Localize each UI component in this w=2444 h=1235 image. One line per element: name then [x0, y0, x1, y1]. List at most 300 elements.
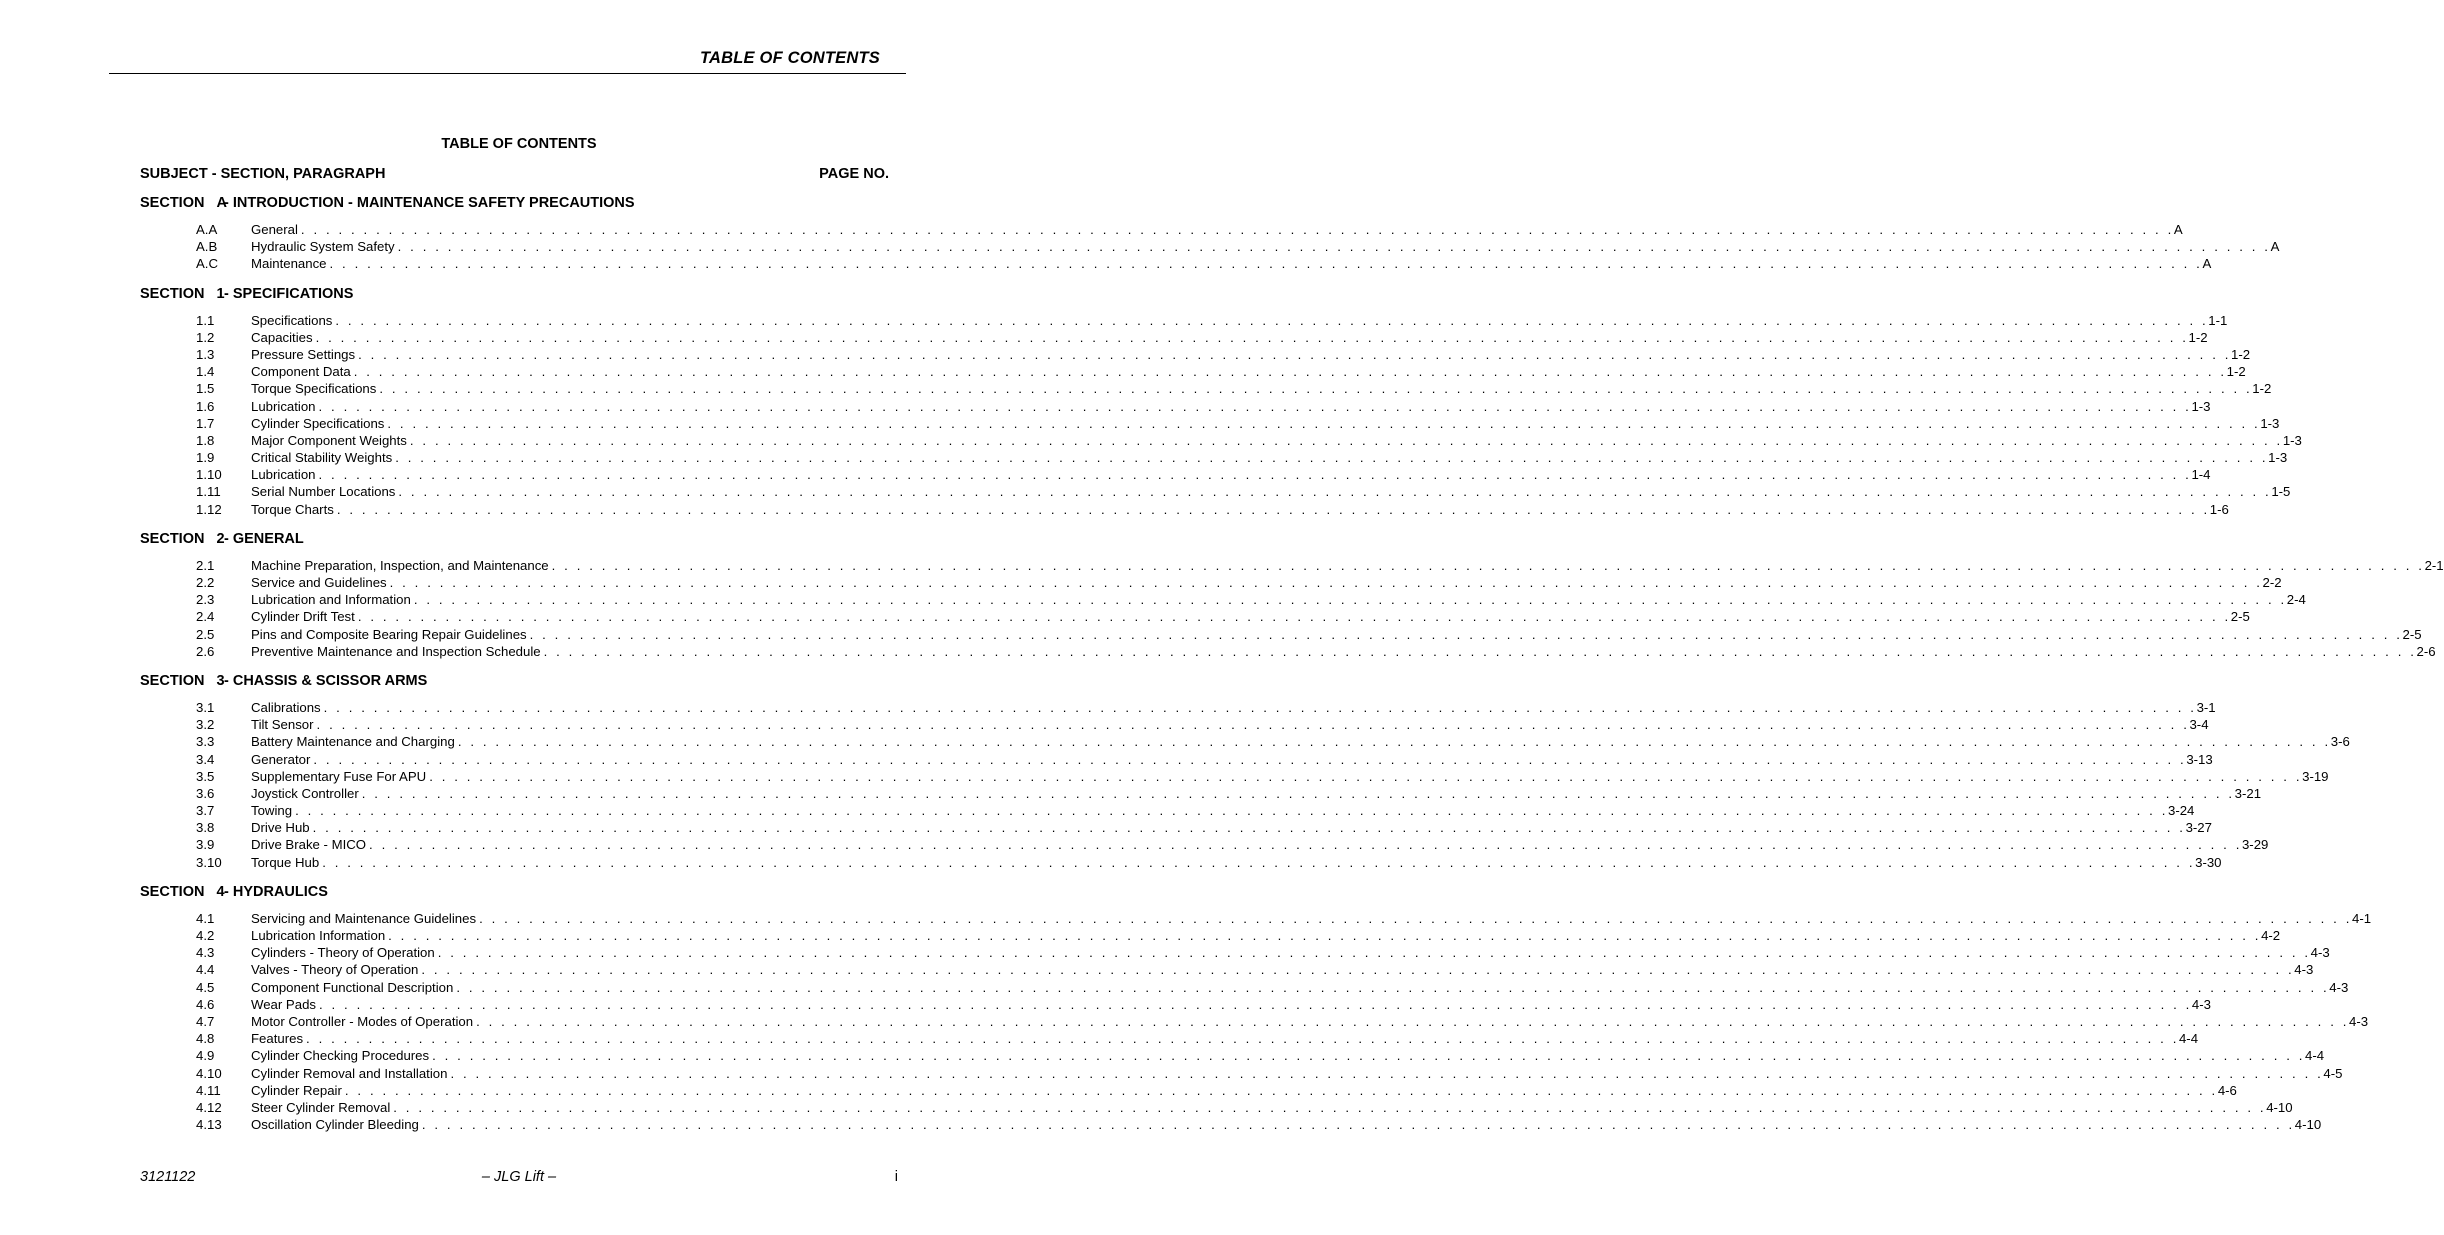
entry-title: Lubrication: [251, 398, 316, 414]
entry-page-number: 4-1: [2351, 910, 2372, 926]
toc-entry[interactable]: [140, 768, 2329, 785]
entry-page-number: 1-1: [2208, 312, 2228, 328]
entry-title: Cylinders - Theory of Operation: [251, 945, 435, 961]
toc-entry[interactable]: [140, 432, 2302, 449]
dot-leader: . . . . . . . . . . . . . . . . . . . . . . . . . . . . . . . . . . . . . . . . . . . . . . . . . . . . . . . . . . . . . . . . . . . . . . . . . . . . . . . . . . . . . . . . . . . . . . . . . . . . . . . . . . . . . . . . . . . . . . . . . . . . . . . . . . . . . . . . . . . . . . . . . . . . . .: [432, 1048, 2306, 1064]
entry-title: Tilt Sensor: [251, 717, 314, 733]
toc-entry[interactable]: [140, 398, 2211, 415]
toc-entry[interactable]: [140, 944, 2330, 961]
section-heading[interactable]: [140, 195, 870, 212]
entry-page-number: 3-27: [2185, 820, 2212, 836]
entry-line: [251, 836, 2269, 853]
entry-page-number: 1-2: [2188, 329, 2208, 345]
entry-number: 1.2: [196, 329, 215, 345]
entry-number: 4.11: [196, 1082, 221, 1098]
entry-number: 3.6: [196, 785, 215, 801]
toc-entry[interactable]: [140, 1099, 2293, 1116]
entry-line: [251, 1030, 2199, 1047]
entry-title: Lubrication Information: [251, 928, 386, 943]
dot-leader: . . . . . . . . . . . . . . . . . . . . . . . . . . . . . . . . . . . . . . . . . . . . . . . . . . . . . . . . . . . . . . . . . . . . . . . . . . . . . . . . . . . . . . . . . . . . . . . . . . . . . . . . . . . . . . . . . . . . . . . . . . . . . . . . . . . . . . . . . . . . . . . . . . . . . .: [457, 734, 2331, 750]
entry-line: [251, 398, 2211, 415]
entry-number: 1.6: [196, 398, 215, 414]
entry-number: A.C: [196, 256, 218, 272]
toc-entry[interactable]: [140, 961, 2314, 978]
dot-leader: . . . . . . . . . . . . . . . . . . . . . . . . . . . . . . . . . . . . . . . . . . . . . . . . . . . . . . . . . . . . . . . . . . . . . . . . . . . . . . . . . . . . . . . . . . . . . . . . . . . . . . . . . . . . . . . . . . . . . . . . . . . . . . . . . . . . . . . . . . . . . . . . . . . . . .: [395, 450, 2269, 466]
entry-line: [251, 466, 2211, 483]
entry-title: Valves - Theory of Operation: [251, 962, 419, 978]
entry-line: [251, 1116, 2322, 1133]
toc-entry[interactable]: [140, 927, 2281, 944]
entry-title: Cylinder Removal and Installation: [251, 1065, 448, 1081]
dot-leader: . . . . . . . . . . . . . . . . . . . . . . . . . . . . . . . . . . . . . . . . . . . . . . . . . . . . . . . . . . . . . . . . . . . . . . . . . . . . . . . . . . . . . . . . . . . . . . . . . . . . . . . . . . . . . . . . . . . . . . . . . . . . . . . . . . . . . . . . . . . . . . . . . . . . . .: [387, 415, 2261, 431]
section-heading[interactable]: [140, 673, 870, 690]
footer-brand: – JLG Lift –: [481, 1169, 557, 1185]
entry-page-number: 4-2: [2261, 928, 2281, 943]
section-label: [140, 195, 228, 212]
entry-title: Serial Number Locations: [251, 484, 396, 500]
entry-title: Towing: [251, 803, 293, 819]
dot-leader: . . . . . . . . . . . . . . . . . . . . . . . . . . . . . . . . . . . . . . . . . . . . . . . . . . . . . . . . . . . . . . . . . . . . . . . . . . . . . . . . . . . . . . . . . . . . . . . . . . . . . . . . . . . . . . . . . . . . . . . . . . . . . . . . . . . . . . . . . . . . . . . . . . . . . .: [300, 222, 2174, 237]
section-number: 4: [216, 883, 225, 900]
entry-line: [251, 329, 2208, 346]
entry-title: Cylinder Repair: [251, 1082, 342, 1098]
toc-entry[interactable]: [140, 449, 2288, 466]
section-title: - HYDRAULICS: [224, 883, 328, 900]
entry-line: [251, 312, 2228, 329]
entry-line: [251, 591, 2306, 608]
entry-page-number: 3-13: [2186, 751, 2213, 767]
toc-entry[interactable]: [140, 466, 2211, 483]
section-label: [140, 531, 224, 548]
toc-entry[interactable]: [140, 751, 2213, 768]
entry-page-number: 1-6: [2209, 501, 2229, 517]
section-entries: [140, 221, 2280, 273]
section-entries: [140, 699, 2350, 871]
section-heading[interactable]: [140, 884, 870, 901]
toc-entry[interactable]: [140, 854, 2222, 871]
entry-number: 4.2: [196, 928, 215, 943]
entry-number: 4.5: [196, 979, 215, 995]
dot-leader: . . . . . . . . . . . . . . . . . . . . . . . . . . . . . . . . . . . . . . . . . . . . . . . . . . . . . . . . . . . . . . . . . . . . . . . . . . . . . . . . . . . . . . . . . . . . . . . . . . . . . . . . . . . . . . . . . . . . . . . . . . . . . . . . . . . . . . . . . . . . . . . . . . . . . .: [316, 717, 2190, 733]
dot-leader: . . . . . . . . . . . . . . . . . . . . . . . . . . . . . . . . . . . . . . . . . . . . . . . . . . . . . . . . . . . . . . . . . . . . . . . . . . . . . . . . . . . . . . . . . . . . . . . . . . . . . . . . . . . . . . . . . . . . . . . . . . . . . . . . . . . . . . . . . . . . . . . . . . . . . .: [318, 398, 2192, 414]
entry-title: Cylinder Checking Procedures: [251, 1048, 430, 1064]
toc-entry[interactable]: [140, 996, 2211, 1013]
section-label-word: SECTION: [140, 883, 205, 900]
toc-entry[interactable]: [140, 608, 2250, 625]
dot-leader: . . . . . . . . . . . . . . . . . . . . . . . . . . . . . . . . . . . . . . . . . . . . . . . . . . . . . . . . . . . . . . . . . . . . . . . . . . . . . . . . . . . . . . . . . . . . . . . . . . . . . . . . . . . . . . . . . . . . . . . . . . . . . . . . . . . . . . . . . . . . . . . . . . . . . .: [306, 1031, 2179, 1047]
entry-title: Calibrations: [251, 699, 321, 715]
entry-page-number: 2-1: [2424, 557, 2444, 573]
entry-title: Motor Controller - Modes of Operation: [251, 1013, 474, 1029]
entry-title: Drive Hub: [251, 820, 310, 836]
column-subject-heading: SUBJECT - SECTION, PARAGRAPH: [140, 166, 386, 182]
entry-title: Wear Pads: [251, 996, 316, 1012]
section-heading[interactable]: [140, 531, 870, 548]
dot-leader: . . . . . . . . . . . . . . . . . . . . . . . . . . . . . . . . . . . . . . . . . . . . . . . . . . . . . . . . . . . . . . . . . . . . . . . . . . . . . . . . . . . . . . . . . . . . . . . . . . . . . . . . . . . . . . . . . . . . . . . . . . . . . . . . . . . . . . . . . . . . . . . . . . . . . .: [353, 364, 2227, 380]
entry-number: 4.4: [196, 962, 215, 978]
entry-title: Torque Specifications: [251, 381, 377, 397]
toc-entry[interactable]: [140, 329, 2208, 346]
entry-number: 2.6: [196, 643, 215, 659]
entry-page-number: 2-4: [2286, 592, 2306, 608]
toc-entry[interactable]: [140, 483, 2291, 500]
entry-page-number: 1-2: [2252, 381, 2272, 397]
toc-entry[interactable]: [140, 819, 2212, 836]
toc-entry[interactable]: [140, 733, 2350, 750]
toc-entry[interactable]: [140, 415, 2280, 432]
column-page-heading: PAGE NO.: [819, 166, 889, 182]
dot-leader: . . . . . . . . . . . . . . . . . . . . . . . . . . . . . . . . . . . . . . . . . . . . . . . . . . . . . . . . . . . . . . . . . . . . . . . . . . . . . . . . . . . . . . . . . . . . . . . . . . . . . . . . . . . . . . . . . . . . . . . . . . . . . . . . . . . . . . . . . . . . . . . . . . . . . .: [313, 751, 2187, 767]
dot-leader: . . . . . . . . . . . . . . . . . . . . . . . . . . . . . . . . . . . . . . . . . . . . . . . . . . . . . . . . . . . . . . . . . . . . . . . . . . . . . . . . . . . . . . . . . . . . . . . . . . . . . . . . . . . . . . . . . . . . . . . . . . . . . . . . . . . . . . . . . . . . . . . . . . . . . .: [409, 432, 2283, 448]
entry-line: [251, 854, 2222, 871]
dot-leader: . . . . . . . . . . . . . . . . . . . . . . . . . . . . . . . . . . . . . . . . . . . . . . . . . . . . . . . . . . . . . . . . . . . . . . . . . . . . . . . . . . . . . . . . . . . . . . . . . . . . . . . . . . . . . . . . . . . . . . . . . . . . . . . . . . . . . . . . . . . . . . . . . . . . . .: [312, 820, 2186, 836]
toc-entry[interactable]: [140, 1116, 2322, 1133]
entry-page-number: 3-30: [2195, 854, 2222, 870]
dot-leader: . . . . . . . . . . . . . . . . . . . . . . . . . . . . . . . . . . . . . . . . . . . . . . . . . . . . . . . . . . . . . . . . . . . . . . . . . . . . . . . . . . . . . . . . . . . . . . . . . . . . . . . . . . . . . . . . . . . . . . . . . . . . . . . . . . . . . . . . . . . . . . . . . . . . . .: [369, 837, 2242, 853]
entry-page-number: A: [2270, 239, 2280, 255]
toc-entry[interactable]: [140, 380, 2272, 397]
toc-entry[interactable]: [140, 836, 2269, 853]
dot-leader: . . . . . . . . . . . . . . . . . . . . . . . . . . . . . . . . . . . . . . . . . . . . . . . . . . . . . . . . . . . . . . . . . . . . . . . . . . . . . . . . . . . . . . . . . . . . . . . . . . . . . . . . . . . . . . . . . . . . . . . . . . . . . . . . . . . . . . . . . . . . . . . . . . . . . .: [476, 1013, 2350, 1029]
entry-page-number: A: [2202, 256, 2212, 272]
section-label: [140, 884, 224, 901]
entry-number: 3.2: [196, 717, 215, 733]
entry-page-number: 4-3: [2191, 996, 2211, 1012]
entry-title: Service and Guidelines: [251, 575, 387, 590]
entry-line: [251, 557, 2444, 574]
entry-number: 4.6: [196, 996, 215, 1012]
entry-number: 1.11: [196, 484, 221, 500]
section-entries: [140, 910, 2372, 1133]
entry-number: 2.2: [196, 575, 215, 590]
entry-line: [251, 768, 2329, 785]
entry-title: Torque Hub: [251, 854, 320, 870]
entry-page-number: 1-3: [2191, 398, 2211, 414]
entry-number: 3.4: [196, 751, 215, 767]
toc-entry[interactable]: [140, 716, 2209, 733]
entry-page-number: 3-29: [2241, 837, 2269, 853]
entry-line: [251, 643, 2436, 660]
entry-line: [251, 910, 2372, 927]
toc-entry[interactable]: [140, 501, 2229, 518]
entry-page-number: 4-4: [2178, 1031, 2199, 1047]
entry-number: 2.3: [196, 592, 215, 608]
entry-number: 4.13: [196, 1117, 222, 1133]
section-label: [140, 673, 224, 690]
toc-entry[interactable]: [140, 574, 2282, 591]
entry-number: 4.7: [196, 1013, 215, 1029]
dot-leader: . . . . . . . . . . . . . . . . . . . . . . . . . . . . . . . . . . . . . . . . . . . . . . . . . . . . . . . . . . . . . . . . . . . . . . . . . . . . . . . . . . . . . . . . . . . . . . . . . . . . . . . . . . . . . . . . . . . . . . . . . . . . . . . . . . . . . . . . . . . . . . . . . . . . . .: [543, 643, 2417, 659]
entry-page-number: 1-2: [2226, 364, 2246, 380]
toc-entry[interactable]: [140, 363, 2246, 380]
entry-line: [251, 608, 2250, 625]
entry-title: Component Data: [251, 364, 351, 380]
dot-leader: . . . . . . . . . . . . . . . . . . . . . . . . . . . . . . . . . . . . . . . . . . . . . . . . . . . . . . . . . . . . . . . . . . . . . . . . . . . . . . . . . . . . . . . . . . . . . . . . . . . . . . . . . . . . . . . . . . . . . . . . . . . . . . . . . . . . . . . . . . . . . . . . . . . . . .: [413, 592, 2287, 608]
entry-page-number: 4-3: [2294, 962, 2314, 978]
entry-page-number: 4-4: [2305, 1048, 2325, 1064]
dot-leader: . . . . . . . . . . . . . . . . . . . . . . . . . . . . . . . . . . . . . . . . . . . . . . . . . . . . . . . . . . . . . . . . . . . . . . . . . . . . . . . . . . . . . . . . . . . . . . . . . . . . . . . . . . . . . . . . . . . . . . . . . . . . . . . . . . . . . . . . . . . . . . . . . . . . . .: [323, 699, 2197, 715]
entry-line: [251, 944, 2330, 961]
entry-line: [251, 238, 2280, 255]
entry-page-number: 4-6: [2217, 1082, 2237, 1098]
entry-number: 3.5: [196, 768, 215, 784]
entry-line: [251, 996, 2211, 1013]
toc-entry[interactable]: [140, 312, 2228, 329]
entry-line: [251, 221, 2183, 238]
entry-page-number: 1-4: [2191, 467, 2211, 483]
entry-title: Servicing and Maintenance Guidelines: [251, 910, 477, 926]
dot-leader: . . . . . . . . . . . . . . . . . . . . . . . . . . . . . . . . . . . . . . . . . . . . . . . . . . . . . . . . . . . . . . . . . . . . . . . . . . . . . . . . . . . . . . . . . . . . . . . . . . . . . . . . . . . . . . . . . . . . . . . . . . . . . . . . . . . . . . . . . . . . . . . . . . . . . .: [421, 962, 2295, 978]
entry-page-number: 2-6: [2416, 643, 2436, 659]
section-entries: [140, 557, 2444, 660]
toc-entry[interactable]: [140, 626, 2422, 643]
entry-line: [251, 1013, 2369, 1030]
dot-leader: . . . . . . . . . . . . . . . . . . . . . . . . . . . . . . . . . . . . . . . . . . . . . . . . . . . . . . . . . . . . . . . . . . . . . . . . . . . . . . . . . . . . . . . . . . . . . . . . . . . . . . . . . . . . . . . . . . . . . . . . . . . . . . . . . . . . . . . . . . . . . . . . . . . . . .: [437, 945, 2311, 961]
dot-leader: . . . . . . . . . . . . . . . . . . . . . . . . . . . . . . . . . . . . . . . . . . . . . . . . . . . . . . . . . . . . . . . . . . . . . . . . . . . . . . . . . . . . . . . . . . . . . . . . . . . . . . . . . . . . . . . . . . . . . . . . . . . . . . . . . . . . . . . . . . . . . . . . . . . . . .: [389, 575, 2263, 590]
entry-page-number: 1-2: [2231, 346, 2251, 362]
section-label-word: SECTION: [140, 530, 205, 547]
toc-entry[interactable]: [140, 1047, 2325, 1064]
entry-title: Joystick Controller: [251, 785, 359, 801]
section-entries: [140, 312, 2302, 518]
section-number: 1: [216, 285, 225, 302]
entry-title: Generator: [251, 751, 311, 767]
dot-leader: . . . . . . . . . . . . . . . . . . . . . . . . . . . . . . . . . . . . . . . . . . . . . . . . . . . . . . . . . . . . . . . . . . . . . . . . . . . . . . . . . . . . . . . . . . . . . . . . . . . . . . . . . . . . . . . . . . . . . . . . . . . . . . . . . . . . . . . . . . . . . . . . . . . . . .: [456, 979, 2330, 995]
dot-leader: . . . . . . . . . . . . . . . . . . . . . . . . . . . . . . . . . . . . . . . . . . . . . . . . . . . . . . . . . . . . . . . . . . . . . . . . . . . . . . . . . . . . . . . . . . . . . . . . . . . . . . . . . . . . . . . . . . . . . . . . . . . . . . . . . . . . . . . . . . . . . . . . . . . . . .: [357, 609, 2231, 625]
entry-title: General: [251, 222, 298, 237]
toc-entry[interactable]: [140, 802, 2195, 819]
entry-number: 3.8: [196, 820, 215, 836]
dot-leader: . . . . . . . . . . . . . . . . . . . . . . . . . . . . . . . . . . . . . . . . . . . . . . . . . . . . . . . . . . . . . . . . . . . . . . . . . . . . . . . . . . . . . . . . . . . . . . . . . . . . . . . . . . . . . . . . . . . . . . . . . . . . . . . . . . . . . . . . . . . . . . . . . . . . . .: [329, 256, 2203, 272]
entry-line: [251, 346, 2251, 363]
entry-line: [251, 927, 2281, 944]
entry-line: [251, 483, 2291, 500]
entry-page-number: 1-3: [2282, 432, 2302, 448]
toc-entry[interactable]: [140, 1030, 2199, 1047]
entry-number: 1.5: [196, 381, 215, 397]
entry-number: 4.3: [196, 945, 215, 961]
entry-page-number: 1-3: [2260, 415, 2280, 431]
entry-line: [251, 574, 2282, 591]
entry-page-number: 3-21: [2234, 785, 2262, 801]
dot-leader: . . . . . . . . . . . . . . . . . . . . . . . . . . . . . . . . . . . . . . . . . . . . . . . . . . . . . . . . . . . . . . . . . . . . . . . . . . . . . . . . . . . . . . . . . . . . . . . . . . . . . . . . . . . . . . . . . . . . . . . . . . . . . . . . . . . . . . . . . . . . . . . . . . . . . .: [358, 346, 2232, 362]
header-rule: [109, 73, 906, 74]
entry-number: 1.3: [196, 346, 215, 362]
toc-entry[interactable]: [140, 979, 2349, 996]
entry-title: Capacities: [251, 329, 313, 345]
entry-page-number: A: [2173, 222, 2183, 237]
dot-leader: . . . . . . . . . . . . . . . . . . . . . . . . . . . . . . . . . . . . . . . . . . . . . . . . . . . . . . . . . . . . . . . . . . . . . . . . . . . . . . . . . . . . . . . . . . . . . . . . . . . . . . . . . . . . . . . . . . . . . . . . . . . . . . . . . . . . . . . . . . . . . . . . . . . . . .: [379, 381, 2253, 397]
entry-page-number: 3-24: [2167, 803, 2195, 819]
entry-number: 4.8: [196, 1031, 215, 1047]
entry-title: Hydraulic System Safety: [251, 239, 395, 255]
dot-leader: . . . . . . . . . . . . . . . . . . . . . . . . . . . . . . . . . . . . . . . . . . . . . . . . . . . . . . . . . . . . . . . . . . . . . . . . . . . . . . . . . . . . . . . . . . . . . . . . . . . . . . . . . . . . . . . . . . . . . . . . . . . . . . . . . . . . . . . . . . . . . . . . . . . . . .: [315, 329, 2189, 345]
entry-line: [251, 449, 2288, 466]
entry-number: 1.12: [196, 501, 222, 517]
entry-number: 2.4: [196, 609, 215, 625]
entry-title: Maintenance: [251, 256, 327, 272]
section-number: 2: [216, 530, 225, 547]
toc-entry[interactable]: [140, 1065, 2343, 1082]
entry-page-number: 2-5: [2230, 609, 2250, 625]
entry-title: Specifications: [251, 312, 333, 328]
section-number: 3: [216, 672, 225, 689]
entry-line: [251, 961, 2314, 978]
toc-entry[interactable]: [140, 699, 2216, 716]
entry-line: [251, 415, 2280, 432]
dot-leader: . . . . . . . . . . . . . . . . . . . . . . . . . . . . . . . . . . . . . . . . . . . . . . . . . . . . . . . . . . . . . . . . . . . . . . . . . . . . . . . . . . . . . . . . . . . . . . . . . . . . . . . . . . . . . . . . . . . . . . . . . . . . . . . . . . . . . . . . . . . . . . . . . . . . . .: [429, 768, 2303, 784]
entry-line: [251, 380, 2272, 397]
entry-page-number: 1-5: [2271, 484, 2291, 500]
entry-page-number: 3-1: [2196, 699, 2216, 715]
entry-title: Steer Cylinder Removal: [251, 1099, 391, 1115]
dot-leader: . . . . . . . . . . . . . . . . . . . . . . . . . . . . . . . . . . . . . . . . . . . . . . . . . . . . . . . . . . . . . . . . . . . . . . . . . . . . . . . . . . . . . . . . . . . . . . . . . . . . . . . . . . . . . . . . . . . . . . . . . . . . . . . . . . . . . . . . . . . . . . . . . . . . . .: [551, 557, 2425, 573]
toc-sections: [140, 195, 2444, 1146]
entry-line: [251, 716, 2209, 733]
toc-entry[interactable]: [140, 557, 2444, 574]
entry-number: A.A: [196, 222, 218, 237]
entry-page-number: 3-19: [2302, 768, 2329, 784]
entry-line: [251, 733, 2350, 750]
entry-page-number: 4-3: [2329, 979, 2349, 995]
dot-leader: . . . . . . . . . . . . . . . . . . . . . . . . . . . . . . . . . . . . . . . . . . . . . . . . . . . . . . . . . . . . . . . . . . . . . . . . . . . . . . . . . . . . . . . . . . . . . . . . . . . . . . . . . . . . . . . . . . . . . . . . . . . . . . . . . . . . . . . . . . . . . . . . . . . . . .: [344, 1082, 2218, 1098]
entry-line: [251, 363, 2246, 380]
entry-page-number: 2-5: [2402, 626, 2422, 642]
toc-entry[interactable]: [140, 1082, 2237, 1099]
entry-number: 2.5: [196, 626, 215, 642]
entry-line: [251, 255, 2212, 272]
section-label-word: SECTION: [140, 672, 205, 689]
entry-page-number: 4-5: [2323, 1065, 2343, 1081]
entry-line: [251, 979, 2349, 996]
dot-leader: . . . . . . . . . . . . . . . . . . . . . . . . . . . . . . . . . . . . . . . . . . . . . . . . . . . . . . . . . . . . . . . . . . . . . . . . . . . . . . . . . . . . . . . . . . . . . . . . . . . . . . . . . . . . . . . . . . . . . . . . . . . . . . . . . . . . . . . . . . . . . . . . . . . . . .: [479, 910, 2352, 926]
dot-leader: . . . . . . . . . . . . . . . . . . . . . . . . . . . . . . . . . . . . . . . . . . . . . . . . . . . . . . . . . . . . . . . . . . . . . . . . . . . . . . . . . . . . . . . . . . . . . . . . . . . . . . . . . . . . . . . . . . . . . . . . . . . . . . . . . . . . . . . . . . . . . . . . . . . . . .: [318, 467, 2192, 483]
dot-leader: . . . . . . . . . . . . . . . . . . . . . . . . . . . . . . . . . . . . . . . . . . . . . . . . . . . . . . . . . . . . . . . . . . . . . . . . . . . . . . . . . . . . . . . . . . . . . . . . . . . . . . . . . . . . . . . . . . . . . . . . . . . . . . . . . . . . . . . . . . . . . . . . . . . . . .: [529, 626, 2403, 642]
entry-page-number: 4-3: [2310, 945, 2330, 961]
dot-leader: . . . . . . . . . . . . . . . . . . . . . . . . . . . . . . . . . . . . . . . . . . . . . . . . . . . . . . . . . . . . . . . . . . . . . . . . . . . . . . . . . . . . . . . . . . . . . . . . . . . . . . . . . . . . . . . . . . . . . . . . . . . . . . . . . . . . . . . . . . . . . . . . . . . . . .: [393, 1099, 2267, 1115]
toc-entry[interactable]: [140, 643, 2436, 660]
entry-page-number: 4-10: [2294, 1117, 2322, 1133]
section-title: - GENERAL: [224, 530, 304, 547]
entry-number: 4.12: [196, 1099, 222, 1115]
section-label-word: SECTION: [140, 195, 205, 211]
toc-entry[interactable]: [140, 910, 2372, 927]
footer-page-number: i: [894, 1169, 898, 1185]
entry-title: Lubrication and Information: [251, 592, 411, 608]
entry-page-number: 4-10: [2266, 1099, 2293, 1115]
entry-title: Pressure Settings: [251, 346, 356, 362]
toc-entry[interactable]: [140, 221, 2183, 238]
entry-page-number: 3-6: [2330, 734, 2350, 750]
toc-entry[interactable]: [140, 238, 2280, 255]
entry-title: Lubrication: [251, 467, 316, 483]
entry-number: 1.4: [196, 364, 215, 380]
entry-title: Torque Charts: [251, 501, 334, 517]
toc-entry[interactable]: [140, 785, 2262, 802]
entry-number: 3.10: [196, 854, 222, 870]
entry-line: [251, 501, 2229, 518]
toc-entry[interactable]: [140, 591, 2306, 608]
entry-line: [251, 1065, 2343, 1082]
entry-title: Cylinder Drift Test: [251, 609, 355, 625]
entry-title: Features: [251, 1031, 304, 1047]
entry-title: Critical Stability Weights: [251, 450, 393, 466]
entry-page-number: 2-2: [2262, 575, 2282, 590]
toc-entry[interactable]: [140, 1013, 2369, 1030]
dot-leader: . . . . . . . . . . . . . . . . . . . . . . . . . . . . . . . . . . . . . . . . . . . . . . . . . . . . . . . . . . . . . . . . . . . . . . . . . . . . . . . . . . . . . . . . . . . . . . . . . . . . . . . . . . . . . . . . . . . . . . . . . . . . . . . . . . . . . . . . . . . . . . . . . . . . . .: [450, 1065, 2324, 1081]
toc-title: TABLE OF CONTENTS: [441, 136, 597, 152]
dot-leader: . . . . . . . . . . . . . . . . . . . . . . . . . . . . . . . . . . . . . . . . . . . . . . . . . . . . . . . . . . . . . . . . . . . . . . . . . . . . . . . . . . . . . . . . . . . . . . . . . . . . . . . . . . . . . . . . . . . . . . . . . . . . . . . . . . . . . . . . . . . . . . . . . . . . . .: [336, 501, 2210, 517]
dot-leader: . . . . . . . . . . . . . . . . . . . . . . . . . . . . . . . . . . . . . . . . . . . . . . . . . . . . . . . . . . . . . . . . . . . . . . . . . . . . . . . . . . . . . . . . . . . . . . . . . . . . . . . . . . . . . . . . . . . . . . . . . . . . . . . . . . . . . . . . . . . . . . . . . . . . . .: [295, 803, 2168, 819]
entry-number: 4.1: [196, 910, 215, 926]
entry-line: [251, 1099, 2293, 1116]
entry-number: 3.9: [196, 837, 215, 853]
toc-entry[interactable]: [140, 346, 2251, 363]
entry-number: 1.8: [196, 432, 215, 448]
entry-line: [251, 1047, 2325, 1064]
dot-leader: . . . . . . . . . . . . . . . . . . . . . . . . . . . . . . . . . . . . . . . . . . . . . . . . . . . . . . . . . . . . . . . . . . . . . . . . . . . . . . . . . . . . . . . . . . . . . . . . . . . . . . . . . . . . . . . . . . . . . . . . . . . . . . . . . . . . . . . . . . . . . . . . . . . . . .: [397, 239, 2271, 255]
entry-title: Machine Preparation, Inspection, and Maintenance: [251, 557, 549, 573]
entry-line: [251, 432, 2302, 449]
entry-number: 1.1: [196, 312, 215, 328]
entry-number: 3.3: [196, 734, 215, 750]
entry-page-number: 3-4: [2189, 717, 2209, 733]
footer-doc-number: 3121122: [140, 1169, 196, 1185]
running-header-title: TABLE OF CONTENTS: [699, 49, 880, 67]
entry-page-number: 1-3: [2268, 450, 2288, 466]
dot-leader: . . . . . . . . . . . . . . . . . . . . . . . . . . . . . . . . . . . . . . . . . . . . . . . . . . . . . . . . . . . . . . . . . . . . . . . . . . . . . . . . . . . . . . . . . . . . . . . . . . . . . . . . . . . . . . . . . . . . . . . . . . . . . . . . . . . . . . . . . . . . . . . . . . . . . .: [335, 312, 2209, 328]
section-number: A: [216, 195, 228, 211]
entry-line: [251, 1082, 2237, 1099]
entry-number: 3.7: [196, 803, 215, 819]
entry-title: Drive Brake - MICO: [251, 837, 367, 853]
section-title: - CHASSIS & SCISSOR ARMS: [224, 672, 428, 689]
entry-number: 2.1: [196, 557, 215, 573]
entry-line: [251, 802, 2195, 819]
entry-number: 1.7: [196, 415, 215, 431]
toc-entry[interactable]: [140, 255, 2212, 272]
entry-line: [251, 785, 2262, 802]
entry-line: [251, 626, 2422, 643]
dot-leader: . . . . . . . . . . . . . . . . . . . . . . . . . . . . . . . . . . . . . . . . . . . . . . . . . . . . . . . . . . . . . . . . . . . . . . . . . . . . . . . . . . . . . . . . . . . . . . . . . . . . . . . . . . . . . . . . . . . . . . . . . . . . . . . . . . . . . . . . . . . . . . . . . . . . . .: [322, 854, 2196, 870]
entry-title: Major Component Weights: [251, 432, 407, 448]
section-title: - SPECIFICATIONS: [224, 285, 354, 302]
dot-leader: . . . . . . . . . . . . . . . . . . . . . . . . . . . . . . . . . . . . . . . . . . . . . . . . . . . . . . . . . . . . . . . . . . . . . . . . . . . . . . . . . . . . . . . . . . . . . . . . . . . . . . . . . . . . . . . . . . . . . . . . . . . . . . . . . . . . . . . . . . . . . . . . . . . . . .: [319, 996, 2192, 1012]
entry-line: [251, 751, 2213, 768]
entry-line: [251, 819, 2212, 836]
section-label-word: SECTION: [140, 285, 205, 302]
entry-title: Preventive Maintenance and Inspection Schedule: [251, 643, 541, 659]
dot-leader: . . . . . . . . . . . . . . . . . . . . . . . . . . . . . . . . . . . . . . . . . . . . . . . . . . . . . . . . . . . . . . . . . . . . . . . . . . . . . . . . . . . . . . . . . . . . . . . . . . . . . . . . . . . . . . . . . . . . . . . . . . . . . . . . . . . . . . . . . . . . . . . . . . . . . .: [388, 928, 2262, 943]
entry-page-number: 4-3: [2349, 1013, 2369, 1029]
section-heading[interactable]: [140, 286, 870, 303]
section-title: - INTRODUCTION - MAINTENANCE SAFETY PRECAUTIONS: [224, 195, 635, 211]
entry-title: Pins and Composite Bearing Repair Guidelines: [251, 626, 527, 642]
entry-number: 4.9: [196, 1048, 215, 1064]
entry-title: Cylinder Specifications: [251, 415, 385, 431]
dot-leader: . . . . . . . . . . . . . . . . . . . . . . . . . . . . . . . . . . . . . . . . . . . . . . . . . . . . . . . . . . . . . . . . . . . . . . . . . . . . . . . . . . . . . . . . . . . . . . . . . . . . . . . . . . . . . . . . . . . . . . . . . . . . . . . . . . . . . . . . . . . . . . . . . . . . . .: [361, 785, 2235, 801]
entry-number: 1.10: [196, 467, 222, 483]
entry-line: [251, 699, 2216, 716]
entry-number: A.B: [196, 239, 218, 255]
section-label: [140, 286, 224, 303]
entry-title: Supplementary Fuse For APU: [251, 768, 427, 784]
dot-leader: . . . . . . . . . . . . . . . . . . . . . . . . . . . . . . . . . . . . . . . . . . . . . . . . . . . . . . . . . . . . . . . . . . . . . . . . . . . . . . . . . . . . . . . . . . . . . . . . . . . . . . . . . . . . . . . . . . . . . . . . . . . . . . . . . . . . . . . . . . . . . . . . . . . . . .: [398, 484, 2272, 500]
entry-title: Battery Maintenance and Charging: [251, 734, 455, 750]
dot-leader: . . . . . . . . . . . . . . . . . . . . . . . . . . . . . . . . . . . . . . . . . . . . . . . . . . . . . . . . . . . . . . . . . . . . . . . . . . . . . . . . . . . . . . . . . . . . . . . . . . . . . . . . . . . . . . . . . . . . . . . . . . . . . . . . . . . . . . . . . . . . . . . . . . . . . .: [421, 1117, 2295, 1133]
entry-number: 3.1: [196, 699, 215, 715]
entry-number: 1.9: [196, 450, 215, 466]
